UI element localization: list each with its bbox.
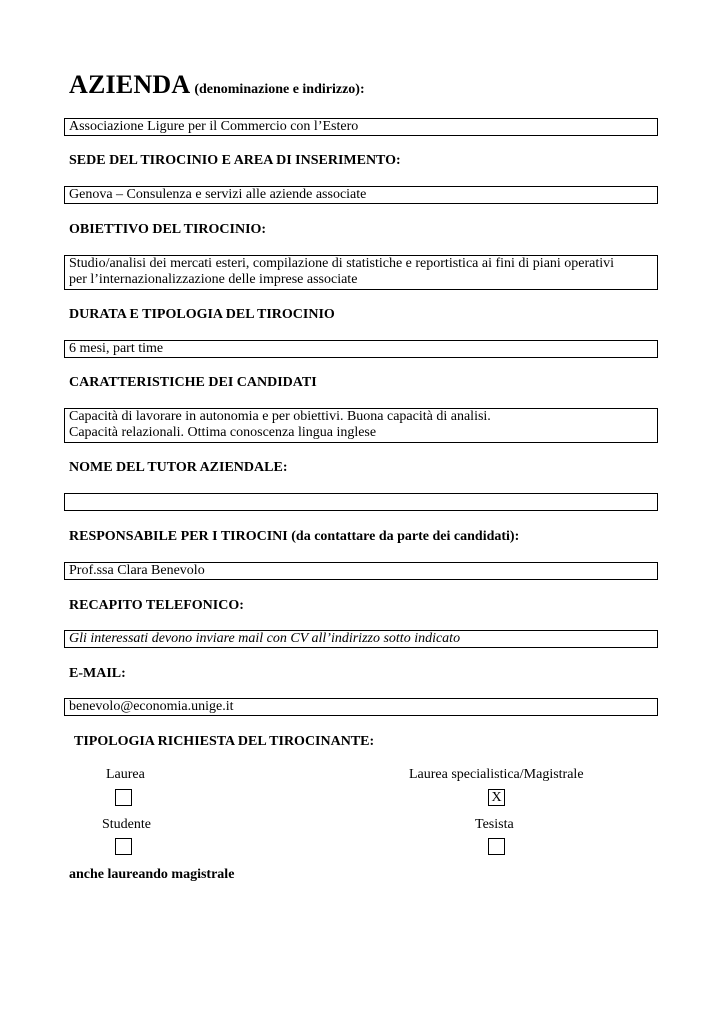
caratteristiche-line-1: Capacità di lavorare in autonomia e per obiettivi. Buona capacità di analisi. [69,409,491,424]
responsabile-field[interactable] [64,562,658,580]
obiettivo-field[interactable] [64,255,658,290]
recapito-value: Gli interessati devono inviare mail con CV all’indirizzo sotto indicato [69,631,461,646]
sede-heading: SEDE DEL TIROCINIO E AREA DI INSERIMENTO: [69,153,401,168]
caratteristiche-field[interactable] [64,408,658,443]
specialistica-checkbox[interactable]: X [488,789,505,806]
title-subtitle: (denominazione e indirizzo): [194,82,365,97]
responsabile-value: Prof.ssa Clara Benevolo [69,563,205,578]
recapito-heading: RECAPITO TELEFONICO: [69,598,244,613]
durata-heading: DURATA E TIPOLOGIA DEL TIROCINIO [69,307,335,322]
specialistica-label: Laurea specialistica/Magistrale [409,767,584,782]
laurea-checkbox[interactable] [115,789,132,806]
tesista-checkbox[interactable] [488,838,505,855]
azienda-value: Associazione Ligure per il Commercio con l’Estero [69,119,359,134]
tutor-field[interactable] [64,493,658,511]
page-title [69,70,365,100]
caratteristiche-heading: CARATTERISTICHE DEI CANDIDATI [69,375,317,390]
laurea-label: Laurea [106,767,145,782]
recapito-field[interactable] [64,630,658,648]
responsabile-heading: RESPONSABILE PER I TIROCINI (da contattare da parte dei candidati): [69,529,520,544]
tesista-label: Tesista [475,817,514,832]
sede-field[interactable] [64,186,658,204]
durata-field[interactable] [64,340,658,358]
tutor-heading: NOME DEL TUTOR AZIENDALE: [69,460,288,475]
obiettivo-heading: OBIETTIVO DEL TIROCINIO: [69,222,267,237]
studente-checkbox[interactable] [115,838,132,855]
tipologia-heading: TIPOLOGIA RICHIESTA DEL TIROCINANTE: [74,734,375,749]
email-value: benevolo@economia.unige.it [69,699,234,714]
email-field[interactable] [64,698,658,716]
caratteristiche-line-2: Capacità relazionali. Ottima conoscenza lingua inglese [69,425,377,440]
sede-value: Genova – Consulenza e servizi alle aziende associate [69,187,367,202]
durata-value: 6 mesi, part time [69,341,164,356]
title-main: AZIENDA [69,70,191,99]
email-heading: E-MAIL: [69,666,126,681]
studente-label: Studente [102,817,151,832]
note-text: anche laureando magistrale [69,867,235,882]
azienda-field[interactable] [64,118,658,136]
obiettivo-line-1: Studio/analisi dei mercati esteri, compilazione di statistiche e reportistica ai fini di piani operativi [69,256,615,271]
obiettivo-line-2: per l’internazionalizzazione delle imprese associate [69,272,358,287]
